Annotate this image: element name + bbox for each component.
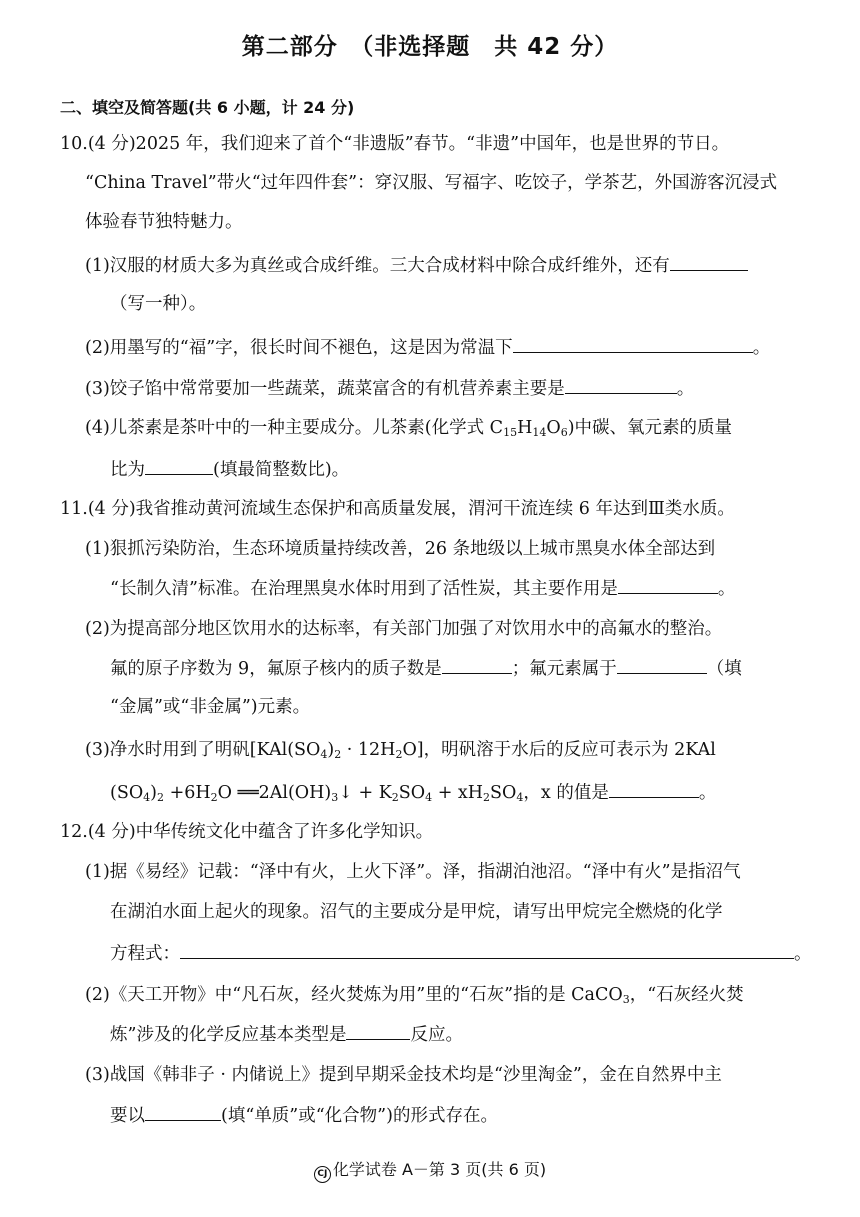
- q11-part-2-line-3: “金属”或“非金属”)元素。: [110, 697, 311, 717]
- q10-p1-text: (1)汉服的材质大多为真丝或合成纤维。三大合成材料中除合成纤维外，还有: [85, 256, 670, 276]
- q11-part-3-line-2: [110, 780, 716, 810]
- equation-text: + xH: [432, 783, 484, 803]
- q11-part-3-line-1: [85, 738, 716, 767]
- subscript: 6: [560, 426, 568, 439]
- answer-blank[interactable]: [346, 1022, 410, 1040]
- equation-text: +6H: [164, 783, 211, 803]
- subscript: 3: [622, 993, 630, 1006]
- subscript: 15: [503, 426, 518, 439]
- q10-stem-line-2: “China Travel”带火“过年四件套”：穿汉服、写福字、吃饺子，学茶艺，外国游客沉浸式: [85, 173, 778, 193]
- page-footer: [0, 1157, 860, 1183]
- footer-text: 化学试卷 A－第 3 页(共 6 页): [332, 1160, 547, 1179]
- subscript: 4: [143, 791, 151, 804]
- subscript: 4: [320, 748, 328, 761]
- q12-part-1-line-2: 在湖泊水面上起火的现象。沼气的主要成分是甲烷，请写出甲烷完全燃烧的化学: [110, 902, 723, 922]
- equation-text: SO: [398, 783, 426, 803]
- equation-text: ↓ + K: [338, 783, 392, 803]
- q11-stem: 11.(4 分)我省推动黄河流域生态保护和高质量发展，渭河干流连续 6 年达到Ⅲ类水质。: [60, 499, 735, 519]
- q12-part-1-line-1: (1)据《易经》记载：“泽中有火，上火下泽”。泽，指湖泊池沼。“泽中有火”是指沼气: [85, 862, 741, 882]
- q12-p2-text: ，“石灰经火焚: [629, 985, 744, 1005]
- subscript: 2: [483, 791, 491, 804]
- q10-part-3: [85, 376, 694, 401]
- subscript: 4: [425, 791, 433, 804]
- q10-p4-note: (填最简整数比)。: [213, 460, 350, 480]
- q12-p2-text: 炼”涉及的化学反应基本类型是: [110, 1025, 347, 1045]
- q12-part-2-line-1: [85, 983, 744, 1012]
- answer-blank[interactable]: [442, 656, 512, 674]
- q12-part-2-line-2: [110, 1022, 463, 1047]
- formula-o: O: [546, 418, 561, 438]
- q12-p2-text: (2)《天工开物》中“凡石灰，经火焚炼为用”里的“石灰”指的是 CaCO: [85, 985, 623, 1005]
- q11-p1-text: “长制久清”标准。在治理黑臭水体时用到了活性炭，其主要作用是: [110, 579, 618, 599]
- q12-p2-text: 反应。: [410, 1025, 463, 1045]
- answer-blank[interactable]: [609, 780, 699, 798]
- answer-blank[interactable]: [565, 376, 677, 394]
- q12-part-1-line-3: [110, 941, 812, 966]
- q10-p2-text: (2)用墨写的“福”字，很长时间不褪色，这是因为常温下: [85, 338, 513, 358]
- subscript: 3: [331, 791, 339, 804]
- part-title: 第二部分 （非选择题 共 42 分）: [241, 34, 619, 60]
- period: 。: [717, 579, 736, 599]
- q11-part-2-line-2: [110, 656, 742, 681]
- period: 。: [752, 338, 771, 358]
- q10-part-4: [85, 416, 732, 445]
- subscript: 4: [516, 791, 524, 804]
- q12-p3-text: 要以: [110, 1106, 145, 1126]
- publisher-logo-icon: CJ: [314, 1166, 331, 1183]
- q11-part-2-line-1: (2)为提高部分地区饮用水的达标率，有关部门加强了对饮用水中的高氟水的整治。: [85, 619, 723, 639]
- q10-p4-text-cont: )中碳、氧元素的质量: [567, 418, 733, 438]
- equation-text: O ══2Al(OH): [217, 783, 332, 803]
- q11-p3-text: O]，明矾溶于水后的反应可表示为 2KAl: [402, 740, 716, 760]
- subscript: 2: [395, 748, 403, 761]
- subscript: 14: [532, 426, 547, 439]
- answer-blank[interactable]: [145, 457, 213, 475]
- q10-p3-text: (3)饺子馅中常常要加一些蔬菜，蔬菜富含的有机营养素主要是: [85, 379, 565, 399]
- q10-part-1: [85, 253, 748, 278]
- equation-text: ): [150, 783, 157, 803]
- answer-blank[interactable]: [618, 576, 718, 594]
- equation-text: ，x 的值是: [523, 783, 609, 803]
- subscript: 2: [210, 791, 218, 804]
- section-heading: 二、填空及简答题(共 6 小题，计 24 分): [60, 98, 355, 117]
- q10-part-2: [85, 335, 770, 360]
- answer-blank[interactable]: [145, 1103, 221, 1121]
- q11-p2-text: 氟的原子序数为 9，氟原子核内的质子数是: [110, 659, 442, 679]
- period: 。: [676, 379, 695, 399]
- answer-blank[interactable]: [670, 253, 748, 271]
- answer-blank[interactable]: [513, 335, 753, 353]
- q12-part-3-line-1: (3)战国《韩非子 · 内储说上》提到早期采金技术均是“沙里淘金”，金在自然界中主: [85, 1065, 722, 1085]
- subscript: 2: [157, 791, 164, 804]
- q11-p2-text-cont: ；氟元素属于: [511, 659, 617, 679]
- q11-p2-fill-note: （填: [706, 659, 742, 679]
- answer-blank[interactable]: [617, 656, 707, 674]
- q12-part-3-line-2: [110, 1103, 498, 1128]
- q11-part-1-line-2: [110, 576, 735, 601]
- q11-part-1-line-1: (1)狠抓污染防治，生态环境质量持续改善，26 条地级以上城市黑臭水体全部达到: [85, 539, 716, 559]
- q11-p3-text: (3)净水时用到了明矾[KAl(SO: [85, 740, 321, 760]
- equation-text: SO: [490, 783, 517, 803]
- period: 。: [794, 944, 812, 964]
- q10-stem-line-3: 体验春节独特魅力。: [85, 212, 243, 232]
- formula-h: H: [517, 418, 533, 438]
- q12-p3-text: (填“单质”或“化合物”)的形式存在。: [221, 1106, 498, 1126]
- subscript: 2: [334, 748, 342, 761]
- period: 。: [698, 783, 717, 803]
- subscript: 2: [391, 791, 399, 804]
- q10-p4-ratio-label: 比为: [110, 460, 145, 480]
- q11-p3-text: ): [327, 740, 335, 760]
- equation-text: (SO: [110, 783, 144, 803]
- q10-p4-text: (4)儿茶素是茶叶中的一种主要成分。儿茶素(化学式 C: [85, 418, 504, 438]
- q12-p1-label: 方程式：: [110, 944, 180, 964]
- q10-p1-note: （写一种）。: [110, 294, 207, 314]
- q10-stem-line-1: 10.(4 分)2025 年，我们迎来了首个“非遗版”春节。“非遗”中国年，也是世界的节日。: [60, 134, 730, 154]
- answer-blank[interactable]: [180, 941, 794, 959]
- q10-p4-line-2: [110, 457, 349, 482]
- q11-p3-text: · 12H: [341, 740, 396, 760]
- q12-stem: 12.(4 分)中华传统文化中蕴含了许多化学知识。: [60, 822, 434, 842]
